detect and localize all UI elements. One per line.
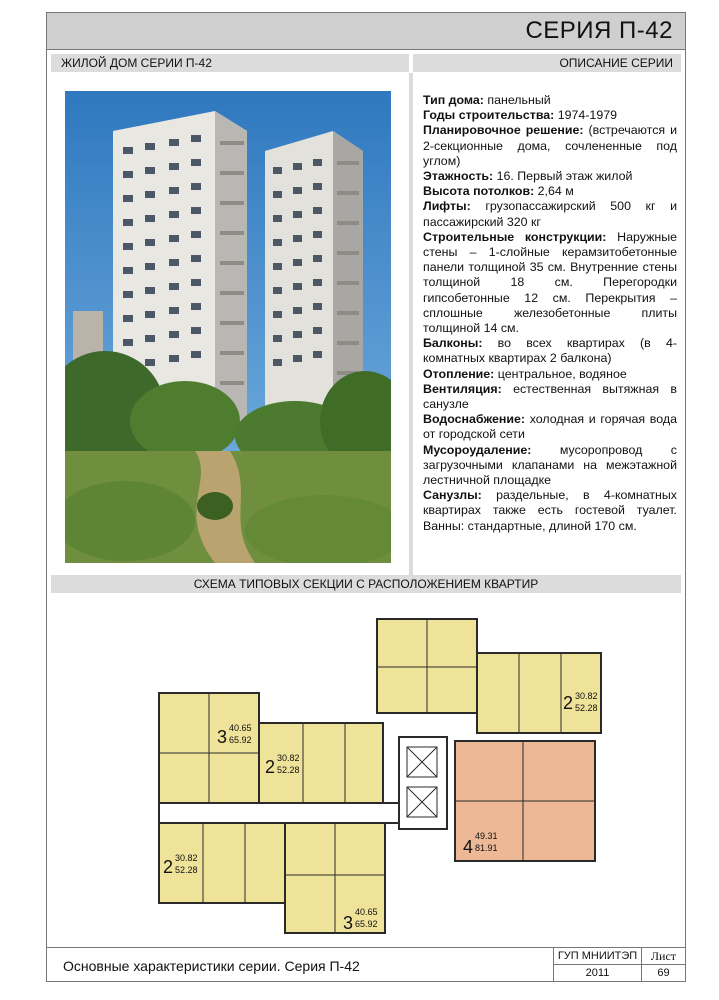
apt-total-area: 65.92: [229, 735, 252, 745]
photo-heading: ЖИЛОЙ ДОМ СЕРИИ П-42: [51, 54, 409, 72]
apt-rooms: 4: [463, 837, 474, 857]
apt-total-area: 52.28: [277, 765, 300, 775]
apartment-block: [259, 723, 383, 803]
plan-heading: СХЕМА ТИПОВЫХ СЕКЦИИ С РАСПОЛОЖЕНИЕМ КВАРТИР: [51, 575, 681, 593]
stair-core: [399, 737, 447, 829]
desc-item-ventilation: Вентиляция: естественная вытяжная в санузле: [423, 381, 677, 412]
desc-item-bathrooms: Санузлы: раздельные, в 4-комнатных квартирах также есть гостевой туалет. Ванны: стандартные, длиной 170 см.: [423, 488, 677, 533]
desc-item-layout: Планировочное решение: (встречаются и 2-секционные дома, сочлененные под углом): [423, 123, 677, 168]
apt-total-area: 65.92: [355, 919, 378, 929]
apt-total-area: 81.91: [475, 843, 498, 853]
floor-plan: [153, 613, 607, 943]
desc-item-waste: Мусороудаление: мусоропровод с загрузочными клапанами на межэтажной лестничной площадке: [423, 442, 677, 488]
apt-living-area: 30.82: [575, 691, 598, 701]
apt-rooms: 3: [217, 727, 228, 747]
desc-item-structure: Строительные конструкции: Наружные стены – 1-слойные керамзитобетонные панели толщиной 35 см. Внутренние стены толщиной 18 см. Перегородки гипсобетонные 12 см. Перекрытия – сплошные железобетонные плиты толщиной 14 см.: [423, 229, 677, 336]
corridor: [159, 803, 399, 823]
sheet-label: Лист: [641, 948, 685, 965]
year: 2011: [553, 965, 641, 982]
apt-living-area: 49.31: [475, 831, 498, 841]
desc-item-ceiling: Высота потолков: 2,64 м: [423, 184, 574, 199]
page-frame: [46, 12, 686, 982]
apt-rooms: 2: [163, 857, 174, 877]
apt-living-area: 40.65: [229, 723, 252, 733]
apt-rooms: 2: [265, 757, 276, 777]
apt-living-area: 40.65: [355, 907, 378, 917]
building-photo: [65, 91, 391, 563]
apt-total-area: 52.28: [175, 865, 198, 875]
sheet-number: 69: [641, 965, 685, 982]
column-divider: [409, 73, 413, 575]
series-description: [423, 93, 677, 534]
apt-rooms: 2: [563, 693, 574, 713]
apt-living-area: 30.82: [277, 753, 300, 763]
title-bar: [47, 13, 685, 50]
org-name: ГУП МНИИТЭП: [553, 948, 641, 965]
page-title: СЕРИЯ П-42: [525, 17, 673, 44]
footer-title: Основные характеристики серии. Серия П-42: [63, 958, 360, 974]
desc-item-years: Годы строительства: 1974-1979: [423, 108, 617, 123]
description-heading: ОПИСАНИЕ СЕРИИ: [413, 54, 681, 72]
title-block: [553, 948, 685, 982]
apt-living-area: 30.82: [175, 853, 198, 863]
desc-item-balconies: Балконы: во всех квартирах (в 4-комнатных квартирах 2 балкона): [423, 336, 677, 366]
desc-item-water: Водоснабжение: холодная и горячая вода от городской сети: [423, 412, 677, 442]
footer: [47, 947, 685, 982]
desc-item-elevators: Лифты: грузопассажирский 500 кг и пассажирский 320 кг: [423, 199, 677, 229]
apartment-block: [159, 823, 285, 903]
desc-item-heating: Отопление: центральное, водяное: [423, 366, 627, 381]
desc-item-type: Тип дома: панельный: [423, 93, 551, 107]
apt-rooms: 3: [343, 913, 354, 933]
desc-item-floors: Этажность: 16. Первый этаж жилой: [423, 169, 633, 184]
apt-total-area: 52.28: [575, 703, 598, 713]
